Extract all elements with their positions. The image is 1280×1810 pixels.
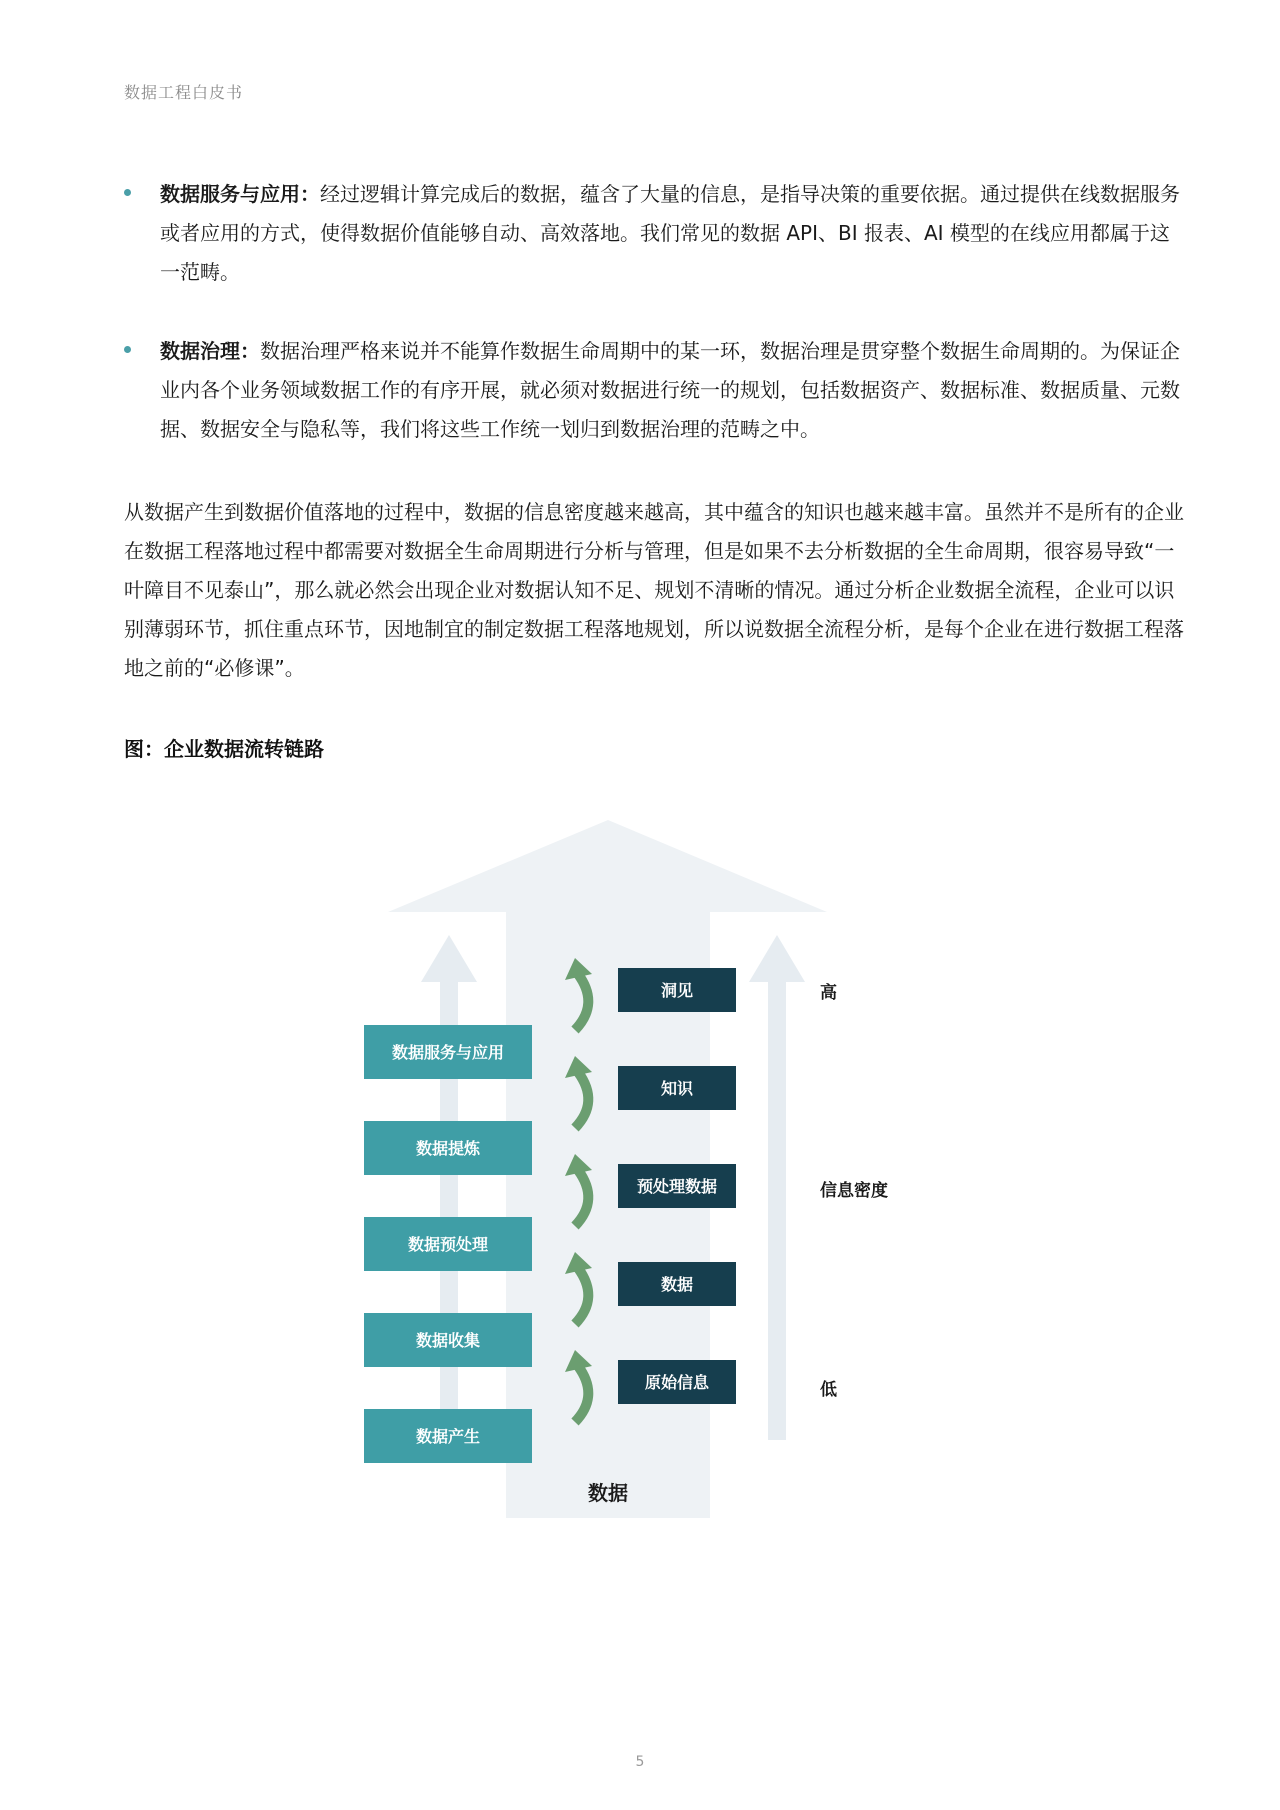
axis-label-high: 高 [820,983,837,1003]
level-label: 原始信息 [644,1373,710,1392]
figure-title: 图：企业数据流转链路 [124,737,324,761]
document-header: 数据工程白皮书 [124,83,244,102]
level-label: 洞见 [660,981,694,1000]
stage-box [364,1217,532,1271]
axis-label-low: 低 [820,1380,837,1400]
bullet-body: 数据治理严格来说并不能算作数据生命周期中的某一环，数据治理是贯穿整个数据生命周期的。为保证企业内各个业务领域数据工作的有序开展，就必须对数据进行统一的规划，包括数据资产、数据标准、数据质量、元数据、数据安全与隐私等，我们将这些工作统一划归到数据治理的范畴之中。 [160,339,1180,441]
stage-label: 数据产生 [415,1427,481,1446]
page-number: 5 [635,1754,645,1770]
stage-label: 数据预处理 [407,1235,489,1254]
level-label: 知识 [660,1079,694,1098]
level-label: 预处理数据 [636,1177,718,1196]
stage-box [364,1409,532,1463]
bullet-title: 数据治理： [160,339,260,363]
stage-box [364,1121,532,1175]
level-box [618,968,736,1012]
level-box [618,1164,736,1208]
stage-label: 数据服务与应用 [391,1043,505,1062]
axis-label-middle: 信息密度 [820,1181,888,1201]
axis-arrow-icon [749,935,805,1440]
stage-box [364,1313,532,1367]
level-box [618,1262,736,1306]
body-paragraph: 从数据产生到数据价值落地的过程中，数据的信息密度越来越高，其中蕴含的知识也越来越丰富。虽然并不是所有的企业在数据工程落地过程中都需要对数据全生命周期进行分析与管理，但是如果不去分析数据的全生命周期，很容易导致“一叶障目不见泰山”，那么就必然会出现企业对数据认知不足、规划不清晰的情况。通过分析企业数据全流程，企业可以识别薄弱环节，抓住重点环节，因地制宜的制定数据工程落地规划，所以说数据全流程分析，是每个企业在进行数据工程落地之前的“必修课”。 [124,500,1184,680]
stage-box [364,1025,532,1079]
level-box [618,1360,736,1404]
stage-label: 数据提炼 [415,1139,481,1158]
level-label: 数据 [660,1275,694,1294]
level-box [618,1066,736,1110]
stage-label: 数据收集 [415,1331,481,1350]
bullet-title: 数据服务与应用： [160,182,320,206]
bullet-body: 经过逻辑计算完成后的数据，蕴含了大量的信息，是指导决策的重要依据。通过提供在线数据服务或者应用的方式，使得数据价值能够自动、高效落地。我们常见的数据 API、BI 报表、AI 模型的在线应用都属于这一范畴。 [160,182,1180,284]
base-label: 数据 [588,1481,628,1505]
